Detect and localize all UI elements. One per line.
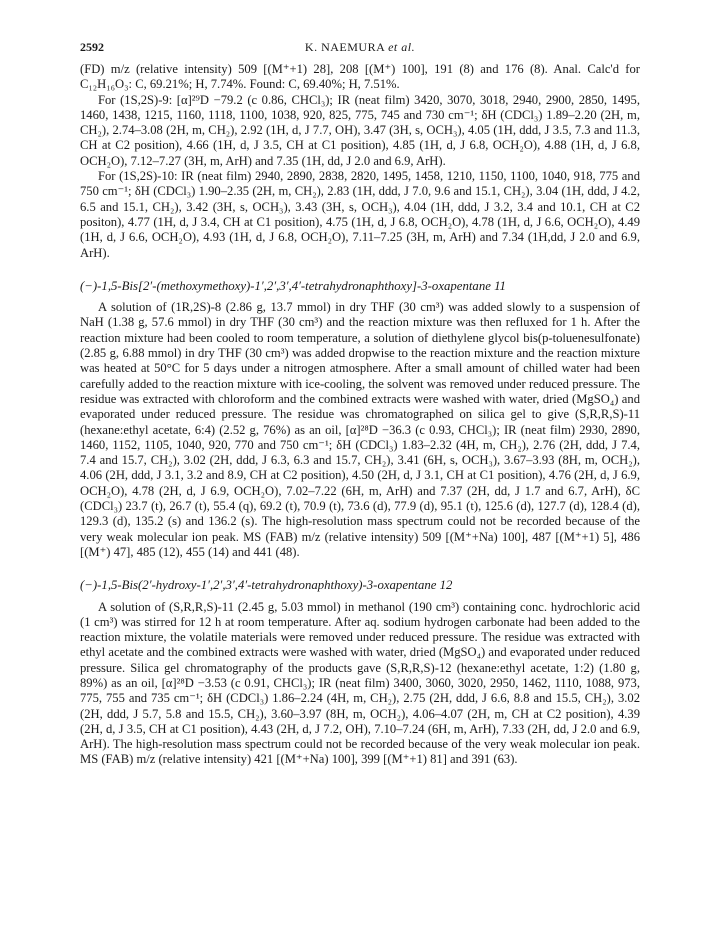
running-head xyxy=(80,40,640,55)
paragraph-synthesis-11: A solution of (1R,2S)-8 (2.86 g, 13.7 mmol) in dry THF (30 cm³) was added slowly to a suspension of NaH (1.38 g, 57.6 mmol) in dry THF (30 cm³) and the reaction mixture was then refluxed for 1 h. After the reaction mixture had been cooled to room temperature, a solution of diethylene glycol bis(p-toluenesulfonate) (2.85 g, 6.88 mmol) in dry THF (30 cm³) was added dropwise to the reaction mixture and the reaction mixture was heated at 50°C for 5 days under a nitrogen atmosphere. After a small amount of chilled water had been carefully added to the reaction mixture with ice-cooling, the solvent was removed under reduced pressure. The residue was extracted with chloroform and the combined extracts were washed with water, dried (MgSO₄) and evaporated under reduced pressure. The residue was chromatographed on silica gel to give (S,R,R,S)-11 (hexane:ethyl acetate, 6:4) (2.52 g, 76%) as an oil, [α]²⁸D −36.3 (c 0.93, CHCl₃); IR (neat film) 2930, 2890, 1460, 1152, 1105, 1040, 920, 770 and 750 cm⁻¹; δH (CDCl₃) 1.83–2.32 (4H, m, CH₂), 2.76 (2H, ddd, J 7.4, 7.4 and 15.7, CH₂), 3.02 (2H, ddd, J 6.3, 6.3 and 15.7, CH₂), 3.41 (6H, s, OCH₃), 3.67–3.93 (8H, m, OCH₂), 4.06 (2H, ddd, J 3.1, 3.2 and 8.9, CH at C2 position), 4.50 (2H, d, J 3.1, CH at C1 position), 4.76 (2H, d, J 6.9, OCH₂O), 4.78 (2H, d, J 6.9, OCH₂O), 7.02–7.22 (6H, m, ArH) and 7.37 (2H, dd, J 1.7 and 6.7, ArH), δC (CDCl₃) 23.7 (t), 26.7 (t), 55.4 (q), 69.2 (t), 70.9 (t), 73.6 (d), 77.9 (d), 95.1 (t), 125.6 (d), 127.7 (d), 128.4 (d), 129.3 (d), 135.2 (s) and 136.2 (s). The high-resolution mass spectrum could not be recorded because of the very weak molecular ion peak. MS (FAB) m/z (relative intensity) 509 [(M⁺+Na) 100], 487 [(M⁺+1) 5], 486 [(M⁺) 47], 485 (12), 455 (14) and 441 (48). xyxy=(80,300,640,559)
section-heading-compound-11: (−)-1,5-Bis[2′-(methoxymethoxy)-1′,2′,3′,4′-tetrahydronaphthoxy]-3-oxapentane 11 xyxy=(80,278,506,293)
running-head-et-al: et al. xyxy=(388,40,416,54)
paragraph-compound-10: For (1S,2S)-10: IR (neat film) 2940, 2890, 2838, 2820, 1495, 1458, 1210, 1150, 1100, 1040, 918, 775 and 750 cm⁻¹; δH (CDCl₃) 1.90–2.35 (2H, m, CH₂), 2.83 (1H, ddd, J 7.0, 9.6 and 15.1, CH₂), 3.04 (1H, ddd, J 4.2, 6.5 and 15.1, CH₂), 3.42 (3H, s, OCH₃), 3.43 (3H, s, OCH₃), 4.04 (1H, ddd, J 3.2, 3.4 and 10.1, CH at C2 positon), 4.77 (1H, d, J 3.4, CH at C1 position), 4.75 (1H, d, J 6.8, OCH₂O), 4.78 (1H, d, J 6.6, OCH₂O), 4.49 (1H, d, J 6.6, OCH₂O), 4.93 (1H, d, J 6.8, OCH₂O), 7.11–7.25 (3H, m, ArH) and 7.34 (1H,dd, J 2.0 and 6.9, ArH). xyxy=(80,169,640,260)
paragraph-synthesis-12: A solution of (S,R,R,S)-11 (2.45 g, 5.03 mmol) in methanol (190 cm³) containing conc. hydrochloric acid (1 cm³) was stirred for 12 h at room temperature. After aq. sodium hydrogen carbonate had been added to the reaction mixture, the volatile materials were removed under reduced pressure. The residue was extracted with ethyl acetate and the combined extracts were washed with water, dried (MgSO₄) and evaporated under reduced pressure. Silica gel chromatography of the products gave (S,R,R,S)-12 (hexane:ethyl acetate, 1:2) (1.80 g, 89%) as an oil, [α]²⁸D −3.53 (c 0.91, CHCl₃); IR (neat film) 3400, 3060, 3020, 2950, 1462, 1110, 1088, 973, 775, 755 and 735 cm⁻¹; δH (CDCl₃) 1.86–2.24 (4H, m, CH₂), 2.75 (2H, ddd, J 6.6, 8.8 and 15.5, CH₂), 3.02 (2H, ddd, J 5.7, 5.8 and 15.5, CH₂), 3.60–3.97 (8H, m, OCH₂), 4.06–4.07 (2H, m, CH at C2 position), 4.39 (2H, d, J 3.5, CH at C1 position), 4.43 (2H, d, J 7.2, OH), 7.10–7.24 (6H, m, ArH), 7.33 (2H, dd, J 2.0 and 6.9, ArH). The high-resolution mass spectrum could not be recorded because of the very weak molecular ion peak. MS (FAB) m/z (relative intensity) 421 [(M⁺+Na) 100], 399 [(M⁺+1) 81] and 391 (63). xyxy=(80,599,640,767)
running-head-authors: K. NAEMURA xyxy=(304,40,385,54)
paragraph-ms-analysis: (FD) m/z (relative intensity) 509 [(M⁺+1) 28], 208 [(M⁺) 100], 191 (8) and 176 (8). Anal. Calc'd for C₁₂H₁₆O₃: C, 69.21%; H, 7.74%. Found: C, 69.40%; H, 7.51%. xyxy=(80,62,640,92)
section-heading-compound-12: (−)-1,5-Bis(2′-hydroxy-1′,2′,3′,4′-tetrahydronaphthoxy)-3-oxapentane 12 xyxy=(80,578,453,593)
page-number: 2592 xyxy=(80,40,104,54)
article-body xyxy=(80,62,640,768)
page-header xyxy=(80,40,640,58)
paragraph-compound-9: For (1S,2S)-9: [α]²⁹D −79.2 (c 0.86, CHCl₃); IR (neat film) 3420, 3070, 3018, 2940, 2900, 2850, 1495, 1460, 1438, 1215, 1160, 1118, 1100, 1038, 920, 825, 775, 745 and 730 cm⁻¹; δH (CDCl₃) 1.89–2.20 (2H, m, CH₂), 2.74–3.08 (2H, m, CH₂), 2.92 (1H, d, J 7.7, OH), 3.47 (3H, s, OCH₃), 4.05 (1H, ddd, J 3.5, 7.3 and 11.3, CH at C2 position), 4.66 (1H, d, J 3.5, CH at C1 position), 4.85 (1H, d, J 6.8, OCH₂O), 4.88 (1H, d, J 6.8, OCH₂O), 7.12–7.27 (3H, m, ArH) and 7.35 (1H, dd, J 2.0 and 6.9, ArH). xyxy=(80,92,640,168)
